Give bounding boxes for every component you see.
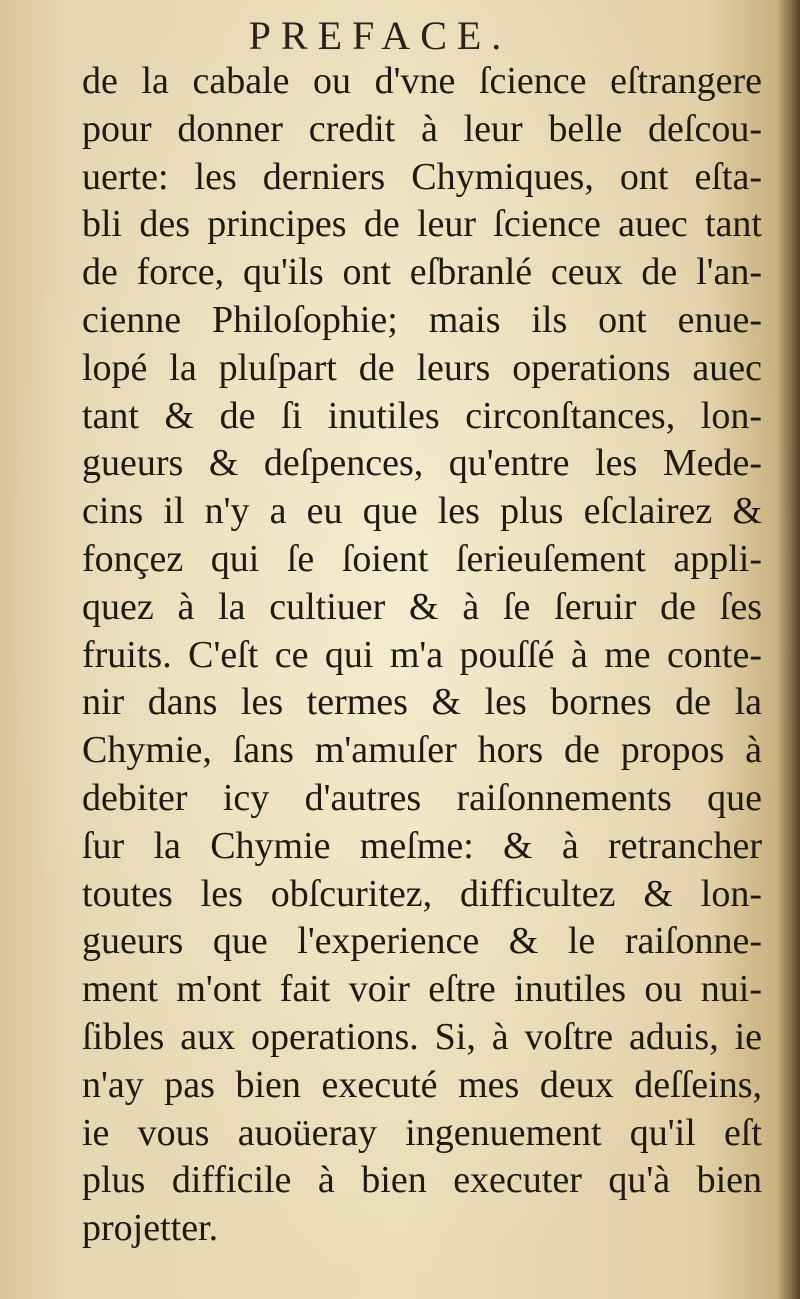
text-line: de force, qu'ils ont eſbranlé ceux de l'an-: [82, 251, 762, 294]
text-line: quez à la cultiuer & à ſe ſeruir de ſes: [82, 585, 762, 628]
text-line: fonçez qui ſe ſoient ſerieuſement appli-: [82, 537, 762, 580]
text-line: ſur la Chymie meſme: & à retrancher: [82, 824, 762, 867]
text-line: nir dans les termes & les bornes de la: [82, 681, 762, 724]
text-line: pour donner credit à leur belle deſcou-: [82, 107, 762, 150]
body-text: [82, 58, 762, 1253]
text-line: lopé la pluſpart de leurs operations auec: [82, 346, 762, 389]
text-line: cienne Philoſophie; mais ils ont enue-: [82, 298, 762, 341]
text-line: fruits. C'eſt ce qui m'a pouſſé à me conte-: [82, 633, 762, 676]
text-line: Chymie, ſans m'amuſer hors de propos à: [82, 729, 762, 772]
text-line: tant & de ſi inutiles circonſtances, lon-: [82, 394, 762, 437]
text-line: cins il n'y a eu que les plus eſclairez &: [82, 490, 762, 533]
text-line: ment m'ont fait voir eſtre inutiles ou nui-: [82, 968, 762, 1011]
text-line: gueurs & deſpences, qu'entre les Mede-: [82, 442, 762, 485]
text-line: uerte: les derniers Chymiques, ont eſta-: [82, 155, 762, 198]
text-line: plus difficile à bien executer qu'à bien: [82, 1159, 762, 1202]
text-line: toutes les obſcuritez, difficultez & lon-: [82, 872, 762, 915]
text-line: debiter icy d'autres raiſonnements que: [82, 776, 762, 819]
text-line: n'ay pas bien executé mes deux deſſeins,: [82, 1063, 762, 1106]
text-line: bli des principes de leur ſcience auec tant: [82, 203, 762, 246]
page-gutter-shadow: [778, 0, 800, 1299]
text-line: gueurs que l'experience & le raiſonne-: [82, 920, 762, 963]
text-line: ie vous auoüeray ingenuement qu'il eſt: [82, 1111, 762, 1154]
running-head: PREFACE.: [248, 13, 512, 58]
text-line: de la cabale ou d'vne ſcience eſtrangere: [82, 60, 762, 102]
text-line: ſibles aux operations. Si, à voſtre aduis, ie: [82, 1015, 762, 1058]
text-line: projetter.: [82, 1207, 219, 1250]
